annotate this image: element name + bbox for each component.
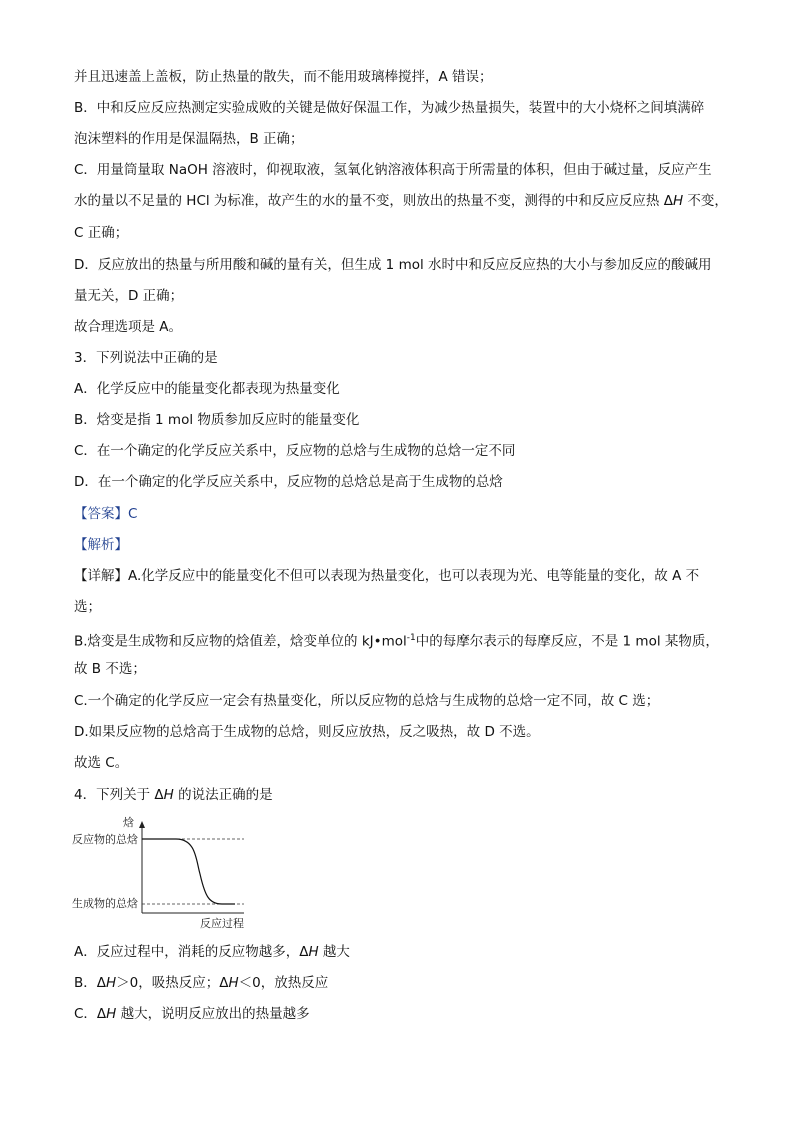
text-line: 故合理选项是 A。	[74, 319, 183, 335]
text-line: D．反应放出的热量与所用酸和碱的量有关，但生成 1 mol 水时中和反应反应热的大小与参加反应的酸碱用	[74, 257, 712, 273]
option-b: B．焓变是指 1 mol 物质参加反应时的能量变化	[74, 412, 360, 428]
text-line: 水的量以不足量的 HCl 为标准，故产生的水的量不变，则放出的热量不变，测得的中和反应反应热 ΔH 不变，	[74, 193, 728, 209]
text-line: 选；	[74, 599, 101, 615]
y-axis-label: 焓	[123, 816, 134, 829]
text-line: C 正确；	[74, 225, 129, 241]
analysis-label: 【解析】	[74, 537, 128, 553]
y-axis-arrow	[139, 821, 145, 828]
option-c: C．ΔH 越大，说明反应放出的热量越多	[74, 1006, 310, 1022]
option-a: A．化学反应中的能量变化都表现为热量变化	[74, 381, 340, 397]
reactant-enthalpy-label: 反应物的总焓	[72, 833, 138, 846]
text-line: 故 B 不选；	[74, 661, 146, 677]
enthalpy-diagram	[72, 812, 262, 934]
option-b: B．ΔH＞0，吸热反应；ΔH＜0，放热反应	[74, 975, 329, 991]
text-line: C．用量筒量取 NaOH 溶液时，仰视取液，氢氧化钠溶液体积高于所需量的体积，但由于碱过量，反应产生	[74, 162, 712, 178]
text-line: 故选 C。	[74, 755, 129, 771]
text-line: B.焓变是生成物和反应物的焓值差，焓变单位的 kJ•mol$^{-1}$中的每摩尔表示的每摩反应，不是 1 mol 某物质，	[74, 633, 719, 650]
text-line: 量无关，D 正确；	[74, 288, 184, 304]
text-line: 泡沫塑料的作用是保温隔热，B 正确；	[74, 131, 304, 147]
question-4-stem: 4．下列关于 ΔH 的说法正确的是	[74, 787, 273, 803]
option-d: D．在一个确定的化学反应关系中，反应物的总焓总是高于生成物的总焓	[74, 474, 503, 490]
text-line: 【详解】A.化学反应中的能量变化不但可以表现为热量变化，也可以表现为光、电等能量的变化，故 A 不	[74, 568, 700, 584]
option-a: A．反应过程中，消耗的反应物越多，ΔH 越大	[74, 944, 350, 960]
text-line: D.如果反应物的总焓高于生成物的总焓，则反应放热，反之吸热，故 D 不选。	[74, 724, 540, 740]
answer-label: 【答案】C	[74, 506, 138, 522]
text-line: B．中和反应反应热测定实验成败的关键是做好保温工作，为减少热量损失，装置中的大小烧杯之间填满碎	[74, 100, 705, 116]
question-3-stem: 3．下列说法中正确的是	[74, 350, 218, 366]
text-line: C.一个确定的化学反应一定会有热量变化，所以反应物的总焓与生成物的总焓一定不同，故 C 选；	[74, 693, 660, 709]
enthalpy-curve	[142, 839, 235, 904]
option-c: C．在一个确定的化学反应关系中，反应物的总焓与生成物的总焓一定不同	[74, 443, 516, 459]
text-line: 并且迅速盖上盖板，防止热量的散失，而不能用玻璃棒搅拌，A 错误；	[74, 69, 493, 85]
product-enthalpy-label: 生成物的总焓	[72, 897, 138, 910]
x-axis-label: 反应过程	[200, 917, 244, 930]
